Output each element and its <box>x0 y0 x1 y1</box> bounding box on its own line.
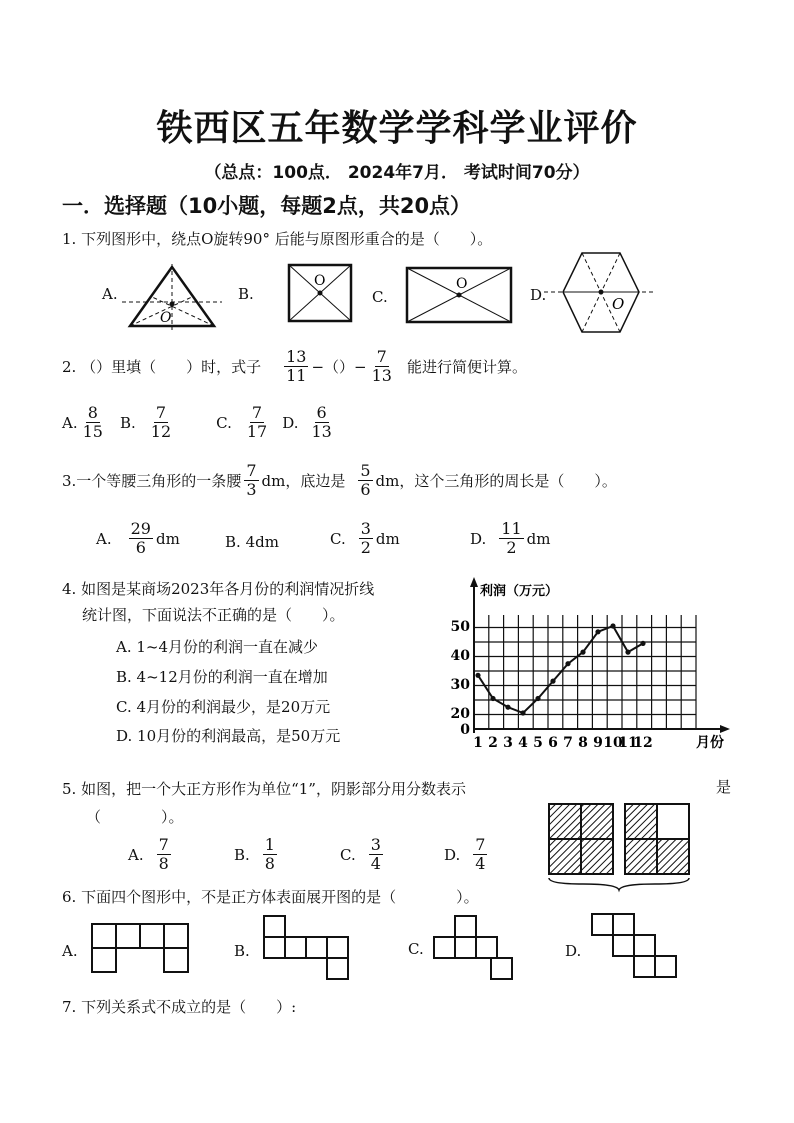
q2-opt-d-label: D. <box>282 413 299 432</box>
q5-option-a: A. $\frac{7}{8}$ <box>128 835 169 874</box>
y-axis-label: 利润（万元） <box>480 584 559 599</box>
q2-opt-b-label: B. <box>119 413 136 432</box>
data-point <box>550 679 555 684</box>
q6-net-b <box>262 914 352 986</box>
question-5-line1: 5. 如图，把一个大正方形作为单位“1”，阴影部分用分数表示 <box>62 780 466 798</box>
q1-figure-d-hexagon <box>544 248 656 340</box>
x-axis-arrow <box>720 725 730 733</box>
q1-label-a: A. <box>102 285 118 303</box>
q1-label-d: D. <box>530 286 547 304</box>
page-title: 铁西区五年数学学科学业评价 <box>156 108 638 149</box>
data-point <box>490 696 495 701</box>
question-2 <box>62 348 527 386</box>
data-point <box>520 710 525 715</box>
q3-mid: dm，底边是 <box>261 472 346 491</box>
q6-label-a: A. <box>62 942 78 960</box>
data-point <box>565 661 570 666</box>
q3-option-c: C. $\frac{3}{2}$ dm <box>330 519 400 558</box>
x-tick-label: 5 <box>533 735 543 751</box>
question-1: 1. 下列图形中，绕点O旋转90° 后能与原图形重合的是（ ）。 <box>62 230 493 248</box>
q1-figure-c-rectangle <box>404 265 516 327</box>
q5-square-figure <box>545 800 695 892</box>
svg-text:O: O <box>160 310 172 326</box>
q6-label-c: C. <box>408 940 424 958</box>
data-point <box>475 673 480 678</box>
question-6: 6. 下面四个图形中，不是正方体表面展开图的是（ ）。 <box>62 888 479 906</box>
q1-figure-b-square <box>286 262 356 326</box>
data-point <box>535 696 540 701</box>
x-tick-label: 7 <box>563 735 573 751</box>
q4-option-b: B. 4~12月份的利润一直在增加 <box>116 668 328 686</box>
question-3 <box>62 462 617 500</box>
svg-text:O: O <box>456 276 468 292</box>
y-tick-label: 40 <box>450 648 470 664</box>
q3-option-d: D. $\frac{11}{2}$ dm <box>470 519 551 558</box>
q3-option-b: B. 4dm <box>225 533 279 551</box>
x-tick-label: 12 <box>633 735 653 751</box>
q1-figure-a-triangle <box>120 262 230 332</box>
data-point <box>625 650 630 655</box>
x-axis-label: 月份 <box>696 735 724 751</box>
question-7: 7. 下列关系式不成立的是（ ）: <box>62 998 297 1016</box>
question-4-line2: 统计图，下面说法不正确的是（ ）。 <box>82 606 345 624</box>
y-axis-arrow <box>470 577 478 587</box>
q1-label-c: C. <box>372 288 388 306</box>
q6-label-d: D. <box>565 942 582 960</box>
q5-option-c: C. $\frac{3}{4}$ <box>340 835 381 874</box>
x-tick-label: 3 <box>503 735 513 751</box>
q3-suffix: dm，这个三角形的周长是（ ）。 <box>375 472 617 491</box>
question-5-tail: 是 <box>716 778 732 796</box>
q6-net-d <box>590 912 690 990</box>
q4-option-a: A. 1~4月份的利润一直在减少 <box>116 638 319 656</box>
x-tick-label: 4 <box>518 735 528 751</box>
q2-mid: −（）− <box>311 358 367 377</box>
q2-opt-c: $\frac{7}{17}$ <box>246 403 268 442</box>
q2-opt-a-label: A. <box>62 413 78 432</box>
q2-suffix: 能进行简便计算。 <box>406 358 527 377</box>
x-tick-label: 11 <box>618 735 638 751</box>
y-tick-label: 30 <box>450 677 470 693</box>
x-tick-label: 6 <box>548 735 558 751</box>
q3-option-a: A. $\frac{29}{6}$ dm <box>96 519 180 558</box>
q5-option-d: D. $\frac{7}{4}$ <box>444 835 486 874</box>
x-tick-label: 9 <box>593 735 603 751</box>
q2-fraction-2: $\frac{7}{13}$ <box>371 347 392 386</box>
q6-net-c <box>432 914 516 986</box>
y-tick-label: 50 <box>450 619 470 635</box>
q6-label-b: B. <box>234 942 250 960</box>
x-tick-label: 1 <box>473 735 483 751</box>
q6-net-a <box>90 922 194 978</box>
q3-fraction-2: $\frac{5}{6}$ <box>360 461 371 500</box>
q2-opt-c-label: C. <box>216 413 232 432</box>
q4-option-d: D. 10月份的利润最高，是50万元 <box>116 727 341 745</box>
x-tick-label: 2 <box>488 735 498 751</box>
x-tick-label: 8 <box>578 735 588 751</box>
q2-opt-d: $\frac{6}{13}$ <box>311 403 332 442</box>
question-5-line2: （ ）。 <box>86 808 184 826</box>
exam-info: （总点：100点． 2024年7月． 考试时间70分） <box>204 163 590 183</box>
svg-text:O: O <box>612 295 625 313</box>
q3-fraction-1: $\frac{7}{3}$ <box>246 461 257 500</box>
data-point <box>640 641 645 646</box>
q2-fraction-1: $\frac{13}{11}$ <box>286 347 307 386</box>
x-tick-label: 10 <box>603 735 623 751</box>
data-point <box>505 705 510 710</box>
data-point <box>610 623 615 628</box>
q2-prefix: 2. （）里填（ ）时，式子 <box>62 358 262 377</box>
q2-opt-b: $\frac{7}{12}$ <box>150 403 172 442</box>
data-point <box>580 650 585 655</box>
q4-option-c: C. 4月份的利润最少，是20万元 <box>116 698 331 716</box>
svg-text:O: O <box>314 273 326 289</box>
q3-prefix: 3.一个等腰三角形的一条腰 <box>62 472 242 491</box>
y-tick-label: 0 <box>460 722 470 738</box>
section-title: 一．选择题（10小题，每题2点，共20点） <box>62 194 472 218</box>
question-4-line1: 4. 如图是某商场2023年各月份的利润情况折线 <box>62 580 375 598</box>
q1-label-b: B. <box>238 285 254 303</box>
q2-options <box>62 404 337 442</box>
profit-line-chart <box>444 575 744 755</box>
q2-opt-a: $\frac{8}{15}$ <box>82 403 103 442</box>
y-tick-label: 20 <box>450 706 470 722</box>
data-point <box>595 629 600 634</box>
q5-option-b: B. $\frac{1}{8}$ <box>234 835 275 874</box>
